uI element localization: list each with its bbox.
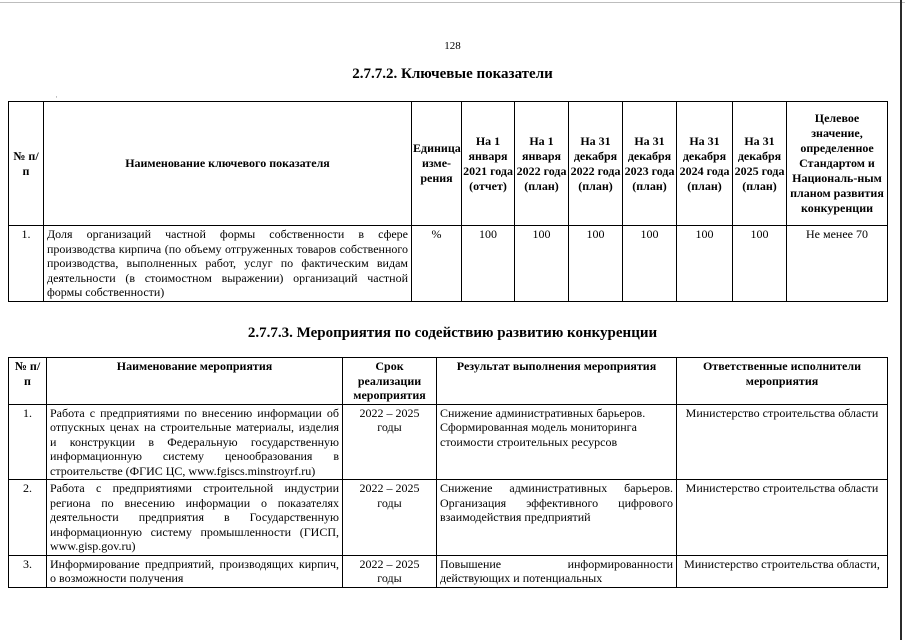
- kpi-cell-period-1: 100: [462, 226, 515, 302]
- kpi-cell-period-5: 100: [677, 226, 733, 302]
- kpi-cell-period-2: 100: [515, 226, 569, 302]
- kpi-header-period-6: На 31 декабря 2025 года (план): [733, 102, 787, 226]
- act-header-term: Срок реализации мероприятия: [343, 358, 437, 405]
- page-number: 128: [444, 40, 461, 52]
- kpi-header-period-1: На 1 января 2021 года (отчет): [462, 102, 515, 226]
- kpi-cell-unit: %: [412, 226, 462, 302]
- kpi-cell-target: Не менее 70: [787, 226, 888, 302]
- kpi-cell-num: 1.: [9, 226, 44, 302]
- act-cell-responsible: Министерство строительства области,: [677, 555, 888, 587]
- act-cell-num: 1.: [9, 404, 47, 480]
- scan-speck: ·: [55, 92, 58, 102]
- kpi-header-period-5: На 31 декабря 2024 года (план): [677, 102, 733, 226]
- activities-section-title: 2.7.7.3. Мероприятия по содействию развитию конкуренции: [247, 325, 658, 341]
- act-cell-name: Работа с предприятиями по внесению информации об отпускных ценах на строительные материалы, изделия и конструкции в Федеральную государственную информационную систему ценообразования в строительстве (ФГИС ЦС, www.fgiscs.minstroyrf.ru): [47, 404, 343, 480]
- act-header-num: № п/п: [9, 358, 47, 405]
- act-cell-term: 2022 – 2025 годы: [343, 404, 437, 480]
- kpi-table: [8, 101, 888, 302]
- act-cell-term: 2022 – 2025 годы: [343, 480, 437, 556]
- act-cell-responsible: Министерство строительства области: [677, 404, 888, 480]
- kpi-header-period-4: На 31 декабря 2023 года (план): [623, 102, 677, 226]
- page-top-border: [0, 2, 905, 3]
- kpi-cell-period-3: 100: [569, 226, 623, 302]
- act-header-name: Наименование мероприятия: [47, 358, 343, 405]
- act-header-result: Результат выполнения мероприятия: [437, 358, 677, 405]
- act-cell-result: Снижение административных барьеров. Сформированная модель мониторинга стоимости строительных ресурсов: [437, 404, 677, 480]
- kpi-cell-period-4: 100: [623, 226, 677, 302]
- act-header-responsible: Ответственные исполнители мероприятия: [677, 358, 888, 405]
- act-cell-num: 2.: [9, 480, 47, 556]
- act-cell-name: Работа с предприятиями строительной индустрии региона по внесению информации о показателях деятельности предприятия в Государственную информационную систему промышленности (ГИСП, www.gisp.gov.ru): [47, 480, 343, 556]
- kpi-header-row: [9, 102, 888, 226]
- table-row: [9, 480, 888, 556]
- kpi-header-num: № п/п: [9, 102, 44, 226]
- act-cell-responsible: Министерство строительства области: [677, 480, 888, 556]
- kpi-header-period-2: На 1 января 2022 года (план): [515, 102, 569, 226]
- act-cell-result: Повышение информированности действующих и потенциальных: [437, 555, 677, 587]
- kpi-header-period-3: На 31 декабря 2022 года (план): [569, 102, 623, 226]
- table-row: [9, 555, 888, 587]
- kpi-section-title: 2.7.7.2. Ключевые показатели: [352, 66, 553, 82]
- page-right-border: [900, 0, 902, 640]
- kpi-cell-period-6: 100: [733, 226, 787, 302]
- kpi-header-target: Целевое значение, определенное Стандартом и Националь-ным планом развития конкуренции: [787, 102, 888, 226]
- act-cell-result: Снижение административных барьеров. Организация эффективного цифрового взаимодействия предприятий: [437, 480, 677, 556]
- act-cell-term: 2022 – 2025 годы: [343, 555, 437, 587]
- kpi-header-unit: Единица изме-рения: [412, 102, 462, 226]
- kpi-cell-name: Доля организаций частной формы собственности в сфере производства кирпича (по объему отгруженных товаров собственного производства, выполненных работ, услуг по фактическим видам деятельности (в стоимостном выражении) организаций частной формы собственности): [44, 226, 412, 302]
- activities-table: [8, 357, 888, 588]
- table-row: [9, 404, 888, 480]
- kpi-header-name: Наименование ключевого показателя: [44, 102, 412, 226]
- table-row: [9, 226, 888, 302]
- act-cell-num: 3.: [9, 555, 47, 587]
- act-cell-name: Информирование предприятий, производящих кирпич, о возможности получения: [47, 555, 343, 587]
- activities-header-row: [9, 358, 888, 405]
